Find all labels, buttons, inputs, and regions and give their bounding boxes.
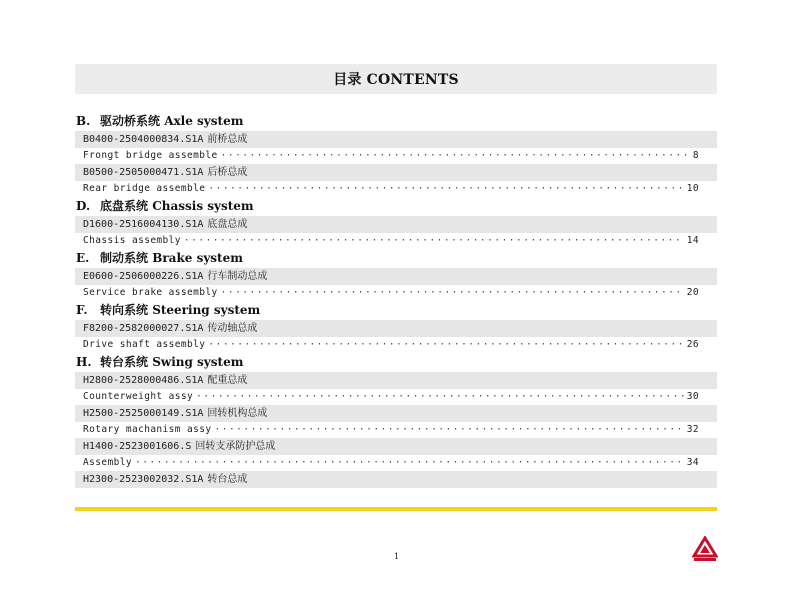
section-heading (75, 353, 717, 372)
section-letter: E. (76, 251, 90, 265)
footer-rule (75, 507, 717, 511)
part-number: H2300-2523002032.S1A (83, 474, 204, 485)
dot-leader (196, 389, 684, 405)
part-name-cn: 回转支承防护总成 (195, 441, 276, 452)
entry-description: Rear bridge assemble (83, 183, 206, 194)
dot-leader (208, 181, 683, 197)
toc-entry-row[interactable] (75, 148, 717, 164)
entry-description: Drive shaft assembly (83, 339, 206, 350)
toc-entry-row[interactable] (75, 389, 717, 405)
section-heading (75, 112, 717, 131)
entry-page-number: 8 (692, 150, 699, 161)
part-name-cn: 行车制动总成 (207, 271, 268, 282)
toc-part-row[interactable] (75, 268, 717, 285)
part-number: H2800-2528000486.S1A (83, 375, 204, 386)
part-number: B0400-2504000834.S1A (83, 134, 204, 145)
toc-entry-row[interactable] (75, 422, 717, 438)
section-title-cn: 转向系统 (100, 303, 149, 317)
part-number: H1400-2523001606.S (83, 441, 192, 452)
section-heading (75, 249, 717, 268)
toc-entry-row[interactable] (75, 285, 717, 301)
part-number: B0500-2505000471.S1A (83, 167, 204, 178)
section-title-cn: 驱动桥系统 (100, 114, 161, 128)
page-number: 1 (393, 552, 400, 561)
entry-description: Service brake assembly (83, 287, 218, 298)
section-letter: F. (76, 303, 88, 317)
section-title-en: Brake system (152, 251, 243, 265)
part-name-cn: 转台总成 (207, 474, 248, 485)
toc-part-row[interactable] (75, 438, 717, 455)
entry-description: Counterweight assy (83, 391, 194, 402)
part-name-cn: 前桥总成 (207, 134, 248, 145)
entry-page-number: 30 (686, 391, 699, 402)
brand-logo-icon (692, 536, 718, 562)
entry-page-number: 34 (686, 457, 699, 468)
table-of-contents (75, 112, 717, 488)
entry-description: Assembly (83, 457, 132, 468)
part-number: D1600-2516004130.S1A (83, 219, 204, 230)
entry-page-number: 32 (686, 424, 699, 435)
section-title-cn: 转台系统 (100, 355, 149, 369)
section-title-en: Swing system (152, 355, 244, 369)
part-name-cn: 底盘总成 (207, 219, 248, 230)
toc-entry-row[interactable] (75, 337, 717, 353)
part-name-cn: 配重总成 (207, 375, 248, 386)
part-number: F8200-2582000027.S1A (83, 323, 204, 334)
toc-part-row[interactable] (75, 471, 717, 488)
section-title-cn: 底盘系统 (100, 199, 149, 213)
dot-leader (135, 455, 684, 471)
toc-part-row[interactable] (75, 320, 717, 337)
toc-entry-row[interactable] (75, 181, 717, 197)
section-title-cn: 制动系统 (100, 251, 149, 265)
dot-leader (221, 285, 684, 301)
entry-page-number: 26 (686, 339, 699, 350)
dot-leader (215, 422, 684, 438)
dot-leader (184, 233, 684, 249)
entry-page-number: 10 (686, 183, 699, 194)
entry-description: Chassis assembly (83, 235, 181, 246)
toc-part-row[interactable] (75, 131, 717, 148)
page-title: 目录 CONTENTS (333, 72, 459, 88)
part-name-cn: 后桥总成 (207, 167, 248, 178)
section-heading (75, 197, 717, 216)
section-title-en: Steering system (152, 303, 261, 317)
entry-page-number: 14 (686, 235, 699, 246)
dot-leader (208, 337, 683, 353)
part-number: H2500-2525000149.S1A (83, 408, 204, 419)
toc-entry-row[interactable] (75, 233, 717, 249)
toc-part-row[interactable] (75, 372, 717, 389)
section-letter: B. (76, 114, 91, 128)
part-name-cn: 传动轴总成 (207, 323, 258, 334)
section-title-en: Chassis system (152, 199, 254, 213)
entry-page-number: 20 (686, 287, 699, 298)
section-heading (75, 301, 717, 320)
part-number: E0600-2506000226.S1A (83, 271, 204, 282)
section-letter: D. (76, 199, 91, 213)
toc-part-row[interactable] (75, 405, 717, 422)
toc-part-row[interactable] (75, 164, 717, 181)
toc-entry-row[interactable] (75, 455, 717, 471)
contents-title-bar (75, 64, 717, 94)
entry-description: Rotary machanism assy (83, 424, 212, 435)
toc-part-row[interactable] (75, 216, 717, 233)
entry-description: Frongt bridge assemble (83, 150, 218, 161)
part-name-cn: 回转机构总成 (207, 408, 268, 419)
section-title-en: Axle system (164, 114, 244, 128)
dot-leader (221, 148, 690, 164)
section-letter: H. (76, 355, 92, 369)
